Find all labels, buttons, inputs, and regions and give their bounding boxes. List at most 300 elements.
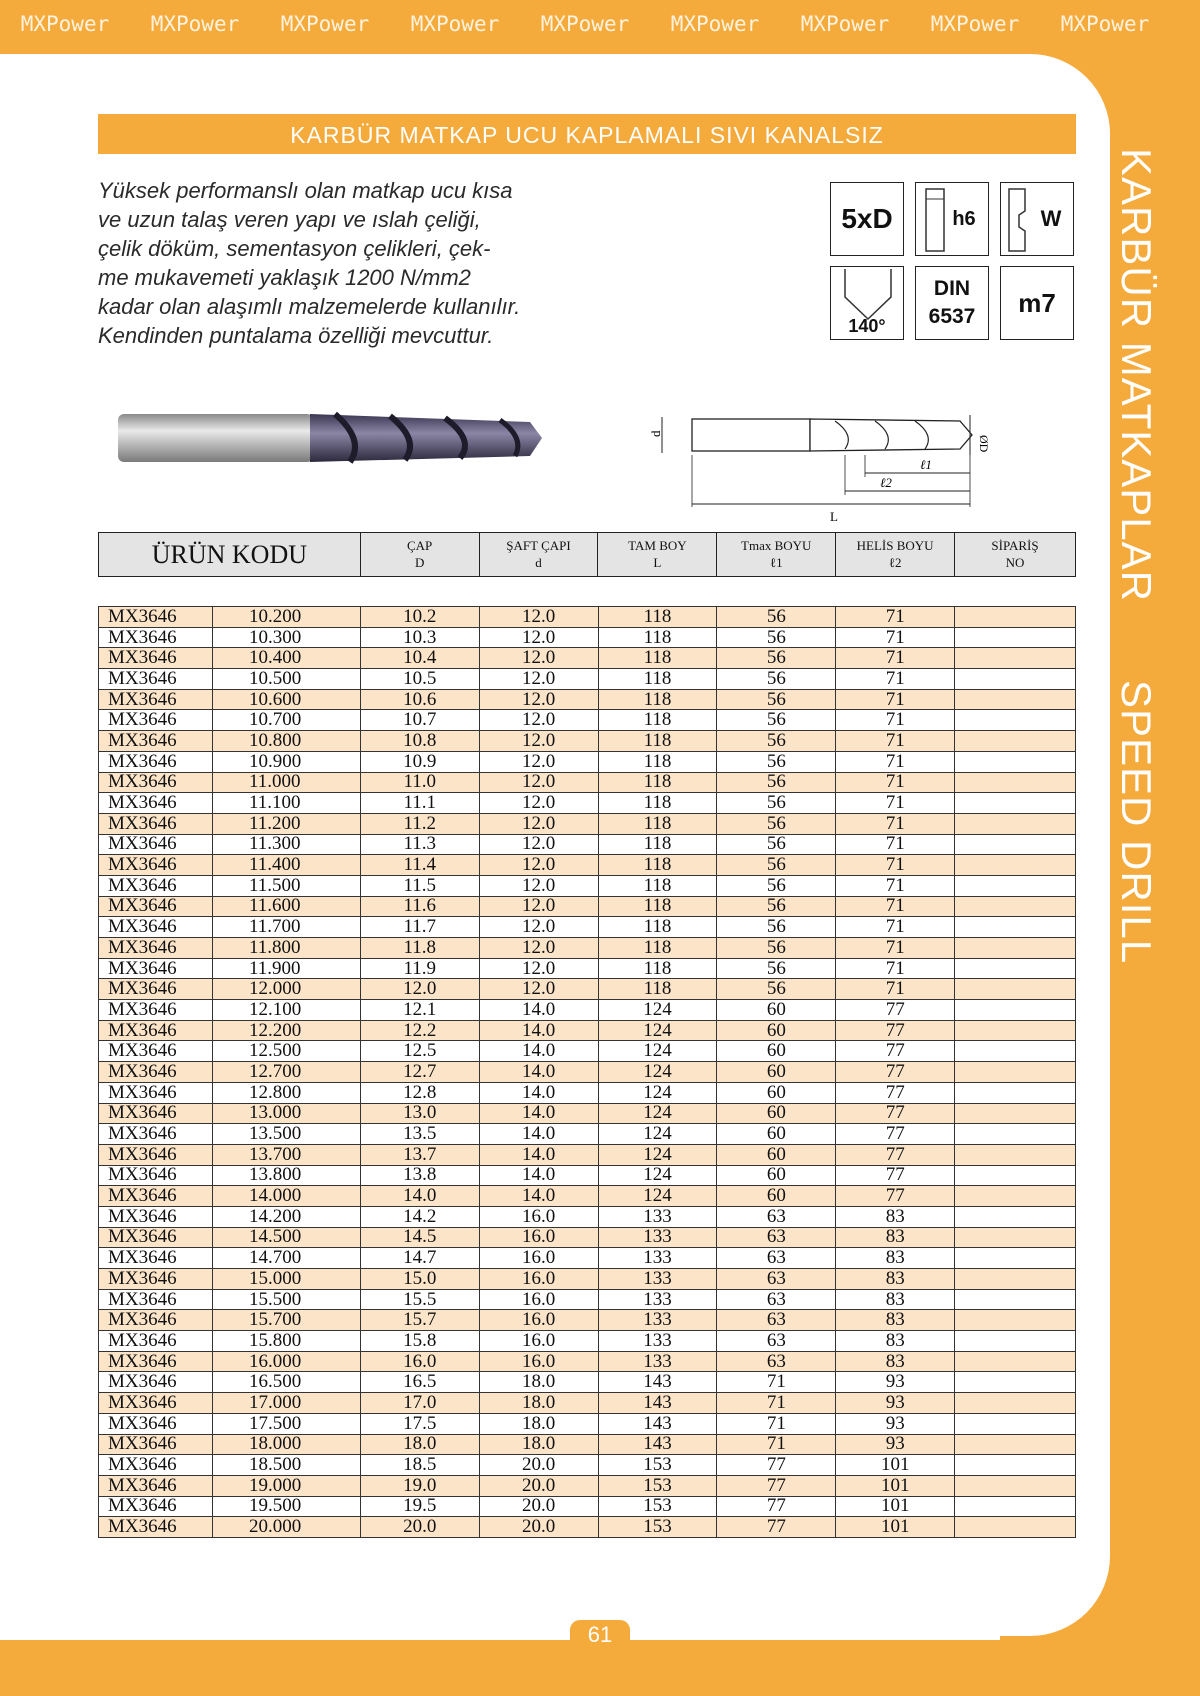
tolerance-label: m7 xyxy=(1018,287,1056,318)
product-size-cell: 19.500 xyxy=(212,1496,360,1517)
product-series-cell: MX3646 xyxy=(99,689,213,710)
order-no-cell xyxy=(955,875,1076,896)
diameter-cell: 10.8 xyxy=(360,731,479,752)
product-size-cell: 11.200 xyxy=(212,813,360,834)
product-series-cell: MX3646 xyxy=(99,1475,213,1496)
shank-diameter-cell: 12.0 xyxy=(479,793,598,814)
diameter-cell: 16.5 xyxy=(360,1372,479,1393)
total-length-cell: 153 xyxy=(598,1517,717,1538)
diameter-cell: 11.6 xyxy=(360,896,479,917)
total-length-cell: 124 xyxy=(598,1165,717,1186)
flute-length-cell: 83 xyxy=(836,1289,955,1310)
order-no-cell xyxy=(955,1206,1076,1227)
product-size-cell: 10.400 xyxy=(212,648,360,669)
product-series-cell: MX3646 xyxy=(99,1455,213,1476)
total-length-cell: 133 xyxy=(598,1351,717,1372)
order-no-cell xyxy=(955,1227,1076,1248)
flute-length-cell: 71 xyxy=(836,627,955,648)
flute-length-cell: 93 xyxy=(836,1434,955,1455)
order-no-cell xyxy=(955,979,1076,1000)
diameter-cell: 10.6 xyxy=(360,689,479,710)
product-series-cell: MX3646 xyxy=(99,1124,213,1145)
shank-diameter-cell: 20.0 xyxy=(479,1517,598,1538)
table-row xyxy=(99,1103,1076,1124)
product-size-cell: 11.500 xyxy=(212,875,360,896)
standard-line2: 6537 xyxy=(928,305,976,328)
shank-diameter-cell: 12.0 xyxy=(479,648,598,669)
product-series-cell: MX3646 xyxy=(99,958,213,979)
description-line: me mukavemeti yaklaşık 1200 N/mm2 xyxy=(98,265,471,290)
table-row xyxy=(99,669,1076,690)
shank-diameter-cell: 16.0 xyxy=(479,1310,598,1331)
total-length-cell: 124 xyxy=(598,1020,717,1041)
table-row xyxy=(99,1413,1076,1434)
table-row xyxy=(99,710,1076,731)
shank-diameter-cell: 12.0 xyxy=(479,917,598,938)
tmax-length-cell: 56 xyxy=(717,979,836,1000)
shank-diameter-cell: 12.0 xyxy=(479,607,598,628)
diameter-cell: 12.2 xyxy=(360,1020,479,1041)
order-no-cell xyxy=(955,1020,1076,1041)
total-length-cell: 118 xyxy=(598,772,717,793)
column-header-label: TAM BOY xyxy=(628,538,687,553)
product-series-cell: MX3646 xyxy=(99,793,213,814)
product-size-cell: 16.000 xyxy=(212,1351,360,1372)
diameter-cell: 20.0 xyxy=(360,1517,479,1538)
table-row xyxy=(99,1475,1076,1496)
flute-length-cell: 71 xyxy=(836,607,955,628)
table-row xyxy=(99,772,1076,793)
description-line: çelik döküm, sementasyon çelikleri, çek- xyxy=(98,236,491,261)
diameter-cell: 12.8 xyxy=(360,1082,479,1103)
order-no-cell xyxy=(955,1062,1076,1083)
total-length-cell: 118 xyxy=(598,689,717,710)
order-no-cell xyxy=(955,1165,1076,1186)
table-row xyxy=(99,1310,1076,1331)
product-size-cell: 10.200 xyxy=(212,607,360,628)
shank-diameter-cell: 12.0 xyxy=(479,751,598,772)
standard-box xyxy=(915,266,989,340)
product-size-cell: 14.700 xyxy=(212,1248,360,1269)
shank-diameter-cell: 12.0 xyxy=(479,855,598,876)
diameter-cell: 11.7 xyxy=(360,917,479,938)
diameter-cell: 12.5 xyxy=(360,1041,479,1062)
product-size-cell: 11.300 xyxy=(212,834,360,855)
product-size-cell: 20.000 xyxy=(212,1517,360,1538)
tmax-length-cell: 56 xyxy=(717,689,836,710)
tmax-length-cell: 60 xyxy=(717,1082,836,1103)
order-no-cell xyxy=(955,689,1076,710)
shank-diameter-cell: 12.0 xyxy=(479,813,598,834)
diameter-cell: 15.0 xyxy=(360,1269,479,1290)
flute-length-cell: 93 xyxy=(836,1413,955,1434)
tmax-length-cell: 60 xyxy=(717,1144,836,1165)
total-length-cell: 118 xyxy=(598,855,717,876)
product-size-cell: 12.500 xyxy=(212,1041,360,1062)
product-series-cell: MX3646 xyxy=(99,1206,213,1227)
column-header-total-length xyxy=(598,533,717,577)
column-header-label: Tmax BOYU xyxy=(741,538,812,553)
flute-length-cell: 93 xyxy=(836,1393,955,1414)
total-length-cell: 118 xyxy=(598,731,717,752)
product-series-cell: MX3646 xyxy=(99,1103,213,1124)
order-no-cell xyxy=(955,1186,1076,1207)
tmax-length-cell: 63 xyxy=(717,1289,836,1310)
column-header-symbol: d xyxy=(535,555,542,570)
order-no-cell xyxy=(955,627,1076,648)
standard-line1: DIN xyxy=(933,277,971,300)
flute-length-cell: 101 xyxy=(836,1475,955,1496)
order-no-cell xyxy=(955,731,1076,752)
shank-diameter-cell: 12.0 xyxy=(479,689,598,710)
table-row xyxy=(99,1248,1076,1269)
total-length-cell: 153 xyxy=(598,1496,717,1517)
product-size-cell: 15.500 xyxy=(212,1289,360,1310)
tmax-length-cell: 56 xyxy=(717,710,836,731)
order-no-cell xyxy=(955,1269,1076,1290)
table-row xyxy=(99,1269,1076,1290)
shank-diameter-cell: 18.0 xyxy=(479,1413,598,1434)
tmax-length-cell: 56 xyxy=(717,751,836,772)
shank-diameter-cell: 16.0 xyxy=(479,1248,598,1269)
diameter-cell: 10.9 xyxy=(360,751,479,772)
product-series-cell: MX3646 xyxy=(99,731,213,752)
diameter-cell: 11.1 xyxy=(360,793,479,814)
tmax-length-cell: 63 xyxy=(717,1206,836,1227)
product-size-cell: 14.000 xyxy=(212,1186,360,1207)
product-size-cell: 17.000 xyxy=(212,1393,360,1414)
order-no-cell xyxy=(955,1082,1076,1103)
tmax-length-cell: 56 xyxy=(717,938,836,959)
total-length-cell: 118 xyxy=(598,958,717,979)
diameter-cell: 12.1 xyxy=(360,1000,479,1021)
product-series-cell: MX3646 xyxy=(99,1041,213,1062)
shank-diameter-cell: 14.0 xyxy=(479,1082,598,1103)
tmax-length-cell: 60 xyxy=(717,1124,836,1145)
table-row xyxy=(99,1206,1076,1227)
diameter-cell: 18.5 xyxy=(360,1455,479,1476)
tmax-length-cell: 63 xyxy=(717,1310,836,1331)
product-size-cell: 10.300 xyxy=(212,627,360,648)
spec-table-header xyxy=(98,532,1076,577)
total-length-cell: 118 xyxy=(598,627,717,648)
table-row xyxy=(99,1165,1076,1186)
tmax-length-cell: 63 xyxy=(717,1227,836,1248)
table-row xyxy=(99,1020,1076,1041)
column-header-label: SİPARİŞ xyxy=(991,538,1039,553)
product-size-cell: 15.000 xyxy=(212,1269,360,1290)
shank-diameter-cell: 14.0 xyxy=(479,1144,598,1165)
diameter-cell: 19.5 xyxy=(360,1496,479,1517)
product-size-cell: 17.500 xyxy=(212,1413,360,1434)
product-series-cell: MX3646 xyxy=(99,896,213,917)
total-length-cell: 118 xyxy=(598,813,717,834)
product-series-cell: MX3646 xyxy=(99,1020,213,1041)
product-size-cell: 10.600 xyxy=(212,689,360,710)
product-series-cell: MX3646 xyxy=(99,710,213,731)
shank-diameter-cell: 12.0 xyxy=(479,772,598,793)
tmax-length-cell: 60 xyxy=(717,1062,836,1083)
column-header-symbol: D xyxy=(414,555,425,570)
diameter-cell: 15.8 xyxy=(360,1331,479,1352)
total-length-cell: 133 xyxy=(598,1331,717,1352)
product-size-cell: 13.700 xyxy=(212,1144,360,1165)
point-angle-label: 140° xyxy=(848,316,886,336)
table-row xyxy=(99,1186,1076,1207)
product-size-cell: 13.500 xyxy=(212,1124,360,1145)
shank-type-box xyxy=(1000,182,1074,256)
table-row xyxy=(99,1517,1076,1538)
flute-length-cell: 93 xyxy=(836,1372,955,1393)
table-row xyxy=(99,1062,1076,1083)
tmax-length-cell: 63 xyxy=(717,1269,836,1290)
diameter-cell: 13.0 xyxy=(360,1103,479,1124)
order-no-cell xyxy=(955,938,1076,959)
product-series-cell: MX3646 xyxy=(99,627,213,648)
shank-diameter-cell: 12.0 xyxy=(479,627,598,648)
flute-length-cell: 77 xyxy=(836,1124,955,1145)
column-header-order-no xyxy=(955,533,1076,577)
dimension-label-l2: ℓ2 xyxy=(880,475,892,490)
total-length-cell: 118 xyxy=(598,896,717,917)
shank-diameter-cell: 14.0 xyxy=(479,1062,598,1083)
table-row xyxy=(99,896,1076,917)
tmax-length-cell: 71 xyxy=(717,1372,836,1393)
order-no-cell xyxy=(955,1041,1076,1062)
tmax-length-cell: 56 xyxy=(717,896,836,917)
product-series-cell: MX3646 xyxy=(99,1082,213,1103)
brand-text: MXPower xyxy=(410,12,500,36)
diameter-cell: 15.5 xyxy=(360,1289,479,1310)
product-series-cell: MX3646 xyxy=(99,1310,213,1331)
column-header-label: ŞAFT ÇAPI xyxy=(506,538,571,553)
brand-watermark-row xyxy=(0,0,1200,48)
shank-diameter-cell: 14.0 xyxy=(479,1186,598,1207)
tmax-length-cell: 56 xyxy=(717,958,836,979)
shank-diameter-cell: 18.0 xyxy=(479,1434,598,1455)
brand-text: MXPower xyxy=(930,12,1020,36)
total-length-cell: 118 xyxy=(598,938,717,959)
product-size-cell: 11.000 xyxy=(212,772,360,793)
shank-diameter-cell: 12.0 xyxy=(479,669,598,690)
order-no-cell xyxy=(955,1331,1076,1352)
flute-length-cell: 77 xyxy=(836,1103,955,1124)
order-no-cell xyxy=(955,1103,1076,1124)
section-header: KARBÜR MATKAP UCU KAPLAMALI SIVI KANALSIZ xyxy=(98,114,1076,154)
total-length-cell: 118 xyxy=(598,979,717,1000)
tmax-length-cell: 63 xyxy=(717,1248,836,1269)
drill-technical-drawing xyxy=(640,405,1020,525)
total-length-cell: 124 xyxy=(598,1000,717,1021)
flute-length-cell: 71 xyxy=(836,751,955,772)
table-row xyxy=(99,689,1076,710)
total-length-cell: 133 xyxy=(598,1206,717,1227)
brand-text: MXPower xyxy=(280,12,370,36)
product-series-cell: MX3646 xyxy=(99,751,213,772)
tmax-length-cell: 77 xyxy=(717,1517,836,1538)
flute-length-cell: 77 xyxy=(836,1000,955,1021)
table-row xyxy=(99,1496,1076,1517)
product-size-cell: 10.700 xyxy=(212,710,360,731)
table-row xyxy=(99,917,1076,938)
flute-length-cell: 83 xyxy=(836,1206,955,1227)
page-number: 61 xyxy=(570,1620,630,1648)
shank-diameter-cell: 12.0 xyxy=(479,896,598,917)
diameter-cell: 10.2 xyxy=(360,607,479,628)
product-size-cell: 11.100 xyxy=(212,793,360,814)
table-row xyxy=(99,1000,1076,1021)
diameter-cell: 17.0 xyxy=(360,1393,479,1414)
table-row xyxy=(99,834,1076,855)
product-series-cell: MX3646 xyxy=(99,1062,213,1083)
table-row xyxy=(99,958,1076,979)
product-size-cell: 11.400 xyxy=(212,855,360,876)
product-series-cell: MX3646 xyxy=(99,1248,213,1269)
diameter-cell: 15.7 xyxy=(360,1310,479,1331)
shank-diameter-cell: 16.0 xyxy=(479,1331,598,1352)
flute-length-cell: 71 xyxy=(836,896,955,917)
shank-diameter-cell: 14.0 xyxy=(479,1103,598,1124)
order-no-cell xyxy=(955,1351,1076,1372)
shank-diameter-cell: 12.0 xyxy=(479,834,598,855)
order-no-cell xyxy=(955,1496,1076,1517)
shank-diameter-cell: 14.0 xyxy=(479,1165,598,1186)
product-series-cell: MX3646 xyxy=(99,1496,213,1517)
tmax-length-cell: 56 xyxy=(717,834,836,855)
table-row xyxy=(99,1393,1076,1414)
total-length-cell: 118 xyxy=(598,917,717,938)
description-line: kadar olan alaşımlı malzemelerde kullanılır. xyxy=(98,294,521,319)
total-length-cell: 124 xyxy=(598,1144,717,1165)
product-size-cell: 13.800 xyxy=(212,1165,360,1186)
order-no-cell xyxy=(955,1393,1076,1414)
total-length-cell: 133 xyxy=(598,1289,717,1310)
order-no-cell xyxy=(955,1475,1076,1496)
order-no-cell xyxy=(955,1455,1076,1476)
shank-diameter-cell: 16.0 xyxy=(479,1227,598,1248)
product-series-cell: MX3646 xyxy=(99,1331,213,1352)
product-series-cell: MX3646 xyxy=(99,607,213,628)
diameter-cell: 10.7 xyxy=(360,710,479,731)
tmax-length-cell: 56 xyxy=(717,772,836,793)
flute-length-cell: 71 xyxy=(836,917,955,938)
flute-length-cell: 71 xyxy=(836,731,955,752)
product-size-cell: 14.500 xyxy=(212,1227,360,1248)
flute-length-cell: 71 xyxy=(836,958,955,979)
tmax-length-cell: 56 xyxy=(717,793,836,814)
product-size-cell: 10.800 xyxy=(212,731,360,752)
total-length-cell: 133 xyxy=(598,1269,717,1290)
diameter-cell: 13.8 xyxy=(360,1165,479,1186)
diameter-cell: 11.8 xyxy=(360,938,479,959)
shank-diameter-cell: 20.0 xyxy=(479,1475,598,1496)
table-row xyxy=(99,1351,1076,1372)
table-row xyxy=(99,1041,1076,1062)
shank-diameter-cell: 16.0 xyxy=(479,1351,598,1372)
order-no-cell xyxy=(955,793,1076,814)
product-size-cell: 10.900 xyxy=(212,751,360,772)
shank-diameter-cell: 16.0 xyxy=(479,1289,598,1310)
order-no-cell xyxy=(955,1310,1076,1331)
total-length-cell: 153 xyxy=(598,1475,717,1496)
dimension-label-od: ØD xyxy=(977,435,991,453)
diameter-cell: 10.4 xyxy=(360,648,479,669)
flute-length-cell: 83 xyxy=(836,1248,955,1269)
table-row xyxy=(99,1434,1076,1455)
total-length-cell: 118 xyxy=(598,648,717,669)
product-size-cell: 16.500 xyxy=(212,1372,360,1393)
shank-diameter-cell: 12.0 xyxy=(479,875,598,896)
total-length-cell: 118 xyxy=(598,710,717,731)
flute-length-cell: 71 xyxy=(836,979,955,1000)
order-no-cell xyxy=(955,834,1076,855)
diameter-cell: 11.9 xyxy=(360,958,479,979)
shank-diameter-cell: 12.0 xyxy=(479,979,598,1000)
product-series-cell: MX3646 xyxy=(99,1372,213,1393)
product-series-cell: MX3646 xyxy=(99,979,213,1000)
total-length-cell: 133 xyxy=(598,1248,717,1269)
point-angle-box xyxy=(830,266,904,340)
flute-length-cell: 71 xyxy=(836,648,955,669)
shank-diameter-cell: 12.0 xyxy=(479,958,598,979)
order-no-cell xyxy=(955,1434,1076,1455)
column-header-symbol: NO xyxy=(1005,555,1025,570)
tmax-length-cell: 56 xyxy=(717,648,836,669)
flute-length-cell: 77 xyxy=(836,1144,955,1165)
total-length-cell: 118 xyxy=(598,607,717,628)
product-size-cell: 15.700 xyxy=(212,1310,360,1331)
shank-diameter-cell: 20.0 xyxy=(479,1455,598,1476)
diameter-cell: 13.5 xyxy=(360,1124,479,1145)
table-row xyxy=(99,979,1076,1000)
flute-length-cell: 83 xyxy=(836,1269,955,1290)
drill-photo xyxy=(110,400,550,476)
shank-diameter-cell: 12.0 xyxy=(479,731,598,752)
product-size-cell: 12.000 xyxy=(212,979,360,1000)
product-size-cell: 11.800 xyxy=(212,938,360,959)
table-row xyxy=(99,1124,1076,1145)
flute-length-cell: 77 xyxy=(836,1082,955,1103)
product-series-cell: MX3646 xyxy=(99,1269,213,1290)
flute-length-cell: 71 xyxy=(836,834,955,855)
tmax-length-cell: 71 xyxy=(717,1393,836,1414)
diameter-cell: 14.0 xyxy=(360,1186,479,1207)
side-title xyxy=(1112,148,1182,968)
brand-text: MXPower xyxy=(20,12,110,36)
total-length-cell: 143 xyxy=(598,1434,717,1455)
tmax-length-cell: 77 xyxy=(717,1475,836,1496)
column-header-symbol: L xyxy=(653,555,662,570)
shank-diameter-cell: 16.0 xyxy=(479,1206,598,1227)
product-series-cell: MX3646 xyxy=(99,1434,213,1455)
table-row xyxy=(99,1227,1076,1248)
tmax-length-cell: 71 xyxy=(717,1434,836,1455)
table-row xyxy=(99,1082,1076,1103)
total-length-cell: 143 xyxy=(598,1393,717,1414)
shank-diameter-cell: 14.0 xyxy=(479,1000,598,1021)
table-row xyxy=(99,648,1076,669)
flute-length-cell: 77 xyxy=(836,1041,955,1062)
order-no-cell xyxy=(955,958,1076,979)
tmax-length-cell: 56 xyxy=(717,875,836,896)
total-length-cell: 118 xyxy=(598,669,717,690)
description-line: ve uzun talaş veren yapı ve ıslah çeliği, xyxy=(98,207,481,232)
product-series-cell: MX3646 xyxy=(99,1186,213,1207)
order-no-cell xyxy=(955,772,1076,793)
tmax-length-cell: 63 xyxy=(717,1351,836,1372)
table-row xyxy=(99,1372,1076,1393)
order-no-cell xyxy=(955,751,1076,772)
